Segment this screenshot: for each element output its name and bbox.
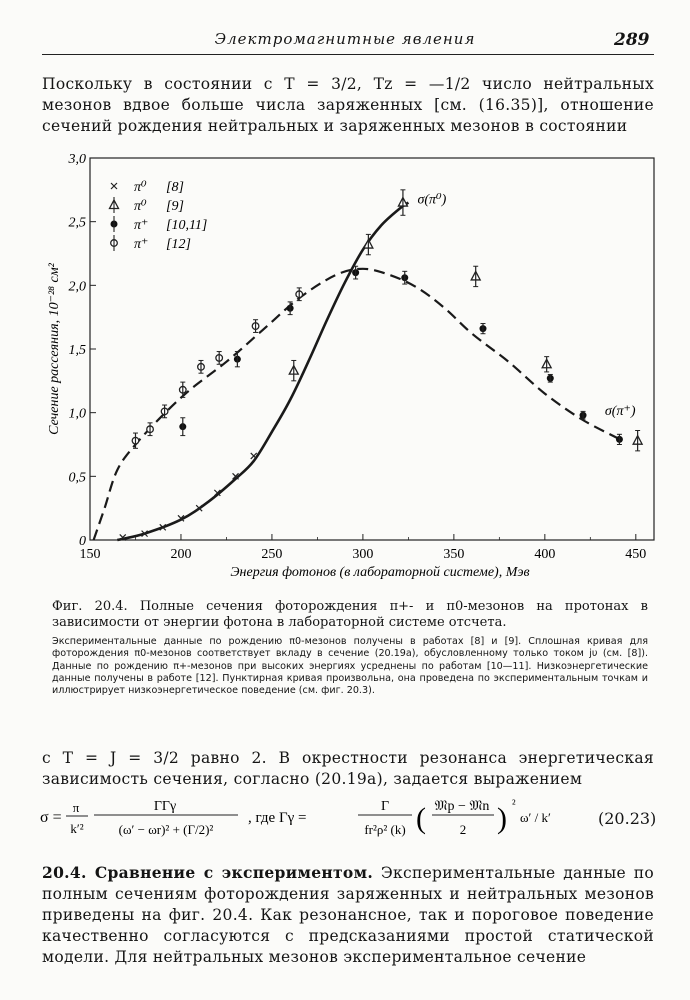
data-point-open <box>252 320 259 333</box>
data-point-triangle <box>633 430 642 450</box>
legend-particle: π⁺ <box>134 218 149 233</box>
legend-ref: [12] <box>166 237 191 252</box>
eq-square: ² <box>512 797 516 811</box>
legend <box>110 180 208 252</box>
eq-omega-over-k: ω′ / k′ <box>520 810 551 825</box>
legend-symbol-triangle <box>110 197 119 213</box>
y-axis-label: Сечение рассеяния, 10⁻²⁸ см² <box>47 263 62 435</box>
x-axis-label: Энергия фотонов (в лабораторной системе), Мэв <box>230 565 530 580</box>
y-tick-label: 1,5 <box>68 343 86 358</box>
section-text: Экспериментальные данные по полным сечениям фоторождения заряженных и нейтральных мезонов приведены на фиг. 20.4. Как резонансное, так и пороговое поведение качественно согласуются с предсказаниями простой статической модели. Для нейтральных мезонов экспериментальное сечение <box>42 864 655 966</box>
legend-particle: π⁰ <box>134 180 147 195</box>
equation-number: (20.23) <box>598 809 657 828</box>
y-tick-label: 0 <box>79 534 86 549</box>
x-tick-label: 350 <box>443 547 465 562</box>
x-tick-label: 150 <box>79 547 101 562</box>
data-point-filled <box>479 324 486 334</box>
axis-ticks <box>68 152 647 562</box>
x-tick-label: 250 <box>261 547 283 562</box>
equation-20-23 <box>0 785 690 850</box>
curves <box>94 203 618 540</box>
x-tick-label: 450 <box>625 547 647 562</box>
curve-label: σ(π⁰) <box>417 192 447 208</box>
svg-text:): ) <box>497 802 507 835</box>
data-point-triangle <box>471 266 480 286</box>
y-tick-label: 3,0 <box>68 152 86 167</box>
x-tick-label: 400 <box>534 547 556 562</box>
eq-sigma: σ = <box>40 809 62 826</box>
data-point-open <box>216 352 223 365</box>
plot-frame <box>90 158 654 540</box>
legend-ref: [8] <box>166 180 184 195</box>
curve-annotations <box>417 193 635 419</box>
eq-kprime2: k′² <box>70 821 84 836</box>
y-tick-label: 2,5 <box>68 215 86 231</box>
intro-paragraph: Поскольку в состоянии с T = 3/2, Tz = —1/2 число нейтральных мезонов вдвое больше числа заряженных [см. (16.35)], отношение сечений рождения нейтральных и заряженных мезонов в состоянии <box>42 75 654 135</box>
data-point-filled <box>547 374 554 382</box>
header-rule <box>42 54 654 55</box>
data-point-triangle <box>289 360 298 380</box>
legend-symbol-open <box>111 235 118 251</box>
eq-f-expr: fr²ρ² (k) <box>364 822 406 837</box>
y-tick-label: 2,0 <box>68 279 86 295</box>
data-point-filled <box>616 434 623 444</box>
middle-paragraph: с T = J = 3/2 равно 2. В окрестности резонанса энергетическая зависимость сечения, согласно (20.19а), задается выражением <box>42 749 654 788</box>
legend-ref: [10,11] <box>166 218 208 233</box>
x-tick-label: 200 <box>170 547 192 562</box>
legend-ref: [9] <box>166 199 184 214</box>
cross-section-chart <box>0 140 690 590</box>
eq-numerator: ΓΓγ <box>153 799 177 814</box>
curve-pi-plus-dashed <box>94 269 618 540</box>
section-heading: 20.4. Сравнение с экспериментом. <box>42 863 374 882</box>
data-point-open <box>147 423 154 436</box>
page-number: 289 <box>614 30 650 50</box>
eq-pi: π <box>72 800 80 815</box>
eq-denominator: (ω′ − ωr)² + (Γ/2)² <box>118 822 214 837</box>
data-point-open <box>198 360 205 373</box>
data-point-filled <box>179 418 186 436</box>
section-paragraph <box>42 862 654 968</box>
y-tick-label: 1,0 <box>68 406 86 422</box>
eq-two: 2 <box>459 822 467 837</box>
data-points <box>120 190 642 541</box>
y-tick-label: 0,5 <box>68 470 86 486</box>
x-tick-label: 300 <box>352 547 374 562</box>
data-point-triangle <box>398 190 407 215</box>
eq-mass-difference: 𝔐p − 𝔐n <box>434 799 490 814</box>
legend-particle: π⁺ <box>134 237 149 252</box>
figure-caption: Фиг. 20.4. Полные сечения фоторождения π+- и π0-мезонов на протонах в зависимости от энергии фотона в лабораторной системе отсчета. <box>52 599 648 630</box>
figure-note: Экспериментальные данные по рождению π0-мезонов получены в работах [8] и [9]. Сплошная кривая для фоторождения π0-мезонов соответствует вкладу в сечение (20.19а), обусловленному только током jυ (см. [8]). Данные по рождению π+-мезонов при высоких энергиях усреднены по работам [10—11]. Низкоэнергетические данные получены в работе [12]. Пунктирная кривая произвольна, она проведена по экспериментальным точкам и иллюстрирует низкоэнергетическое поведение (см. фиг. 20.3). <box>52 636 648 697</box>
eq-gamma: Γ <box>380 799 390 814</box>
curve-pi0-solid <box>117 203 408 540</box>
data-point-triangle <box>542 357 551 372</box>
legend-particle: π⁰ <box>134 199 147 214</box>
eq-where: , где Γγ = <box>248 810 307 826</box>
legend-symbol-filled <box>111 216 118 232</box>
svg-text:(: ( <box>416 802 426 835</box>
running-header-title: Электромагнитные явления <box>214 30 476 48</box>
legend-symbol-cross <box>111 183 117 189</box>
curve-label: σ(π⁺) <box>604 404 636 420</box>
